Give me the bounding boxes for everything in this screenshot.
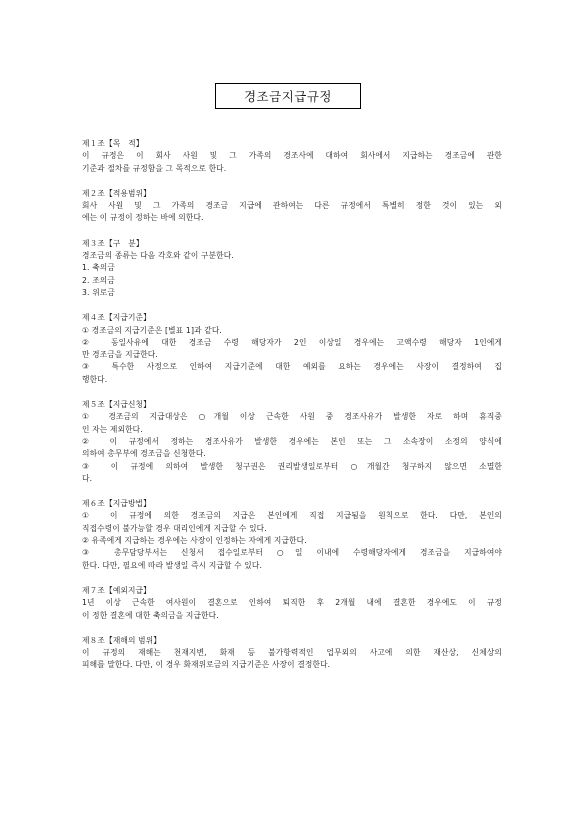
article-text-line: 한다. 다만, 필요에 따라 발생일 즉시 지급할 수 있다. xyxy=(82,560,263,570)
article-2 xyxy=(82,188,502,225)
article-text-line: 1년 이상 근속한 여사원이 결혼으로 인하여 퇴직한 후 2개월 내에 결혼한 경우에도 이 규정 xyxy=(82,598,502,608)
article-text-line: 경조금의 종류는 다음 각호와 같이 구분한다. xyxy=(82,251,234,261)
article-text-line: ① 이 규정에 의한 경조금의 지급은 본인에게 직접 지급됨을 원칙으로 한다. 다만, 본인의 xyxy=(82,511,502,521)
article-text-line: ② 이 규정에서 정하는 경조사유가 발생한 경우에는 본인 또는 그 소속장이 소정의 양식에 xyxy=(82,436,502,446)
article-3 xyxy=(82,238,502,299)
article-heading: 제６조【지급방법】 xyxy=(82,499,151,509)
article-text-line: 1. 축의금 xyxy=(82,263,115,273)
article-text-line: 의하여 총무부에 경조금을 신청한다. xyxy=(82,449,207,459)
article-text-line: 이 정한 결혼에 대한 축의금을 지급한다. xyxy=(82,610,219,620)
article-heading: 제７조【예외지급】 xyxy=(82,585,151,595)
article-text-line: ② 동일사유에 대한 경조금 수령 해당자가 2인 이상일 경우에는 고액수령 해당자 1인에게 xyxy=(82,337,502,347)
article-8 xyxy=(82,635,502,672)
article-text-line: ① 경조금의 지급기준은 [별표 1]과 같다. xyxy=(82,325,223,335)
article-text-line: 다. xyxy=(82,473,93,483)
article-1 xyxy=(82,138,502,175)
article-heading: 제４조【지급기준】 xyxy=(82,313,151,323)
article-text-line: 피해를 말한다. 다만, 이 경우 화재위로금의 지급기준은 사장이 결정한다. xyxy=(82,660,331,670)
article-7 xyxy=(82,585,502,622)
article-6 xyxy=(82,498,502,572)
article-5 xyxy=(82,399,502,485)
article-heading: 제１조【목 적】 xyxy=(82,139,144,148)
article-heading: 제２조【적용범위】 xyxy=(82,188,151,198)
article-text-line: 2. 조의금 xyxy=(82,275,115,285)
article-text-line: ③ 이 규정에 의하여 발생한 청구권은 권리발생일로부터 ○개월간 청구하지 않으면 소멸한 xyxy=(82,461,502,471)
regulation-body xyxy=(82,138,502,685)
article-text-line: 기준과 절차를 규정함을 그 목적으로 한다. xyxy=(82,163,227,173)
article-text-line: 직접수령이 불가능할 경우 대리인에게 지급할 수 있다. xyxy=(82,523,267,533)
article-text-line: 회사 사원 및 그 가족의 경조금 지급에 관하여는 다른 규정에서 특별히 정한 것이 있는 외 xyxy=(82,201,502,211)
article-text-line: 이 규정은 이 회사 사원 및 그 가족의 경조사에 대하여 회사에서 지급하는 경조금에 관한 xyxy=(82,151,502,161)
document-title: 경조금지급규정 xyxy=(215,83,361,109)
article-text-line: ③ 총무담당부서는 신청서 접수일로부터 ○일 이내에 수령해당자에게 경조금을 지급하여야 xyxy=(82,548,502,558)
article-text-line: ② 유족에게 지급하는 경우에는 사장이 인정하는 자에게 지급한다. xyxy=(82,536,307,546)
article-text-line: 에는 이 규정이 정하는 바에 의한다. xyxy=(82,213,204,223)
article-heading: 제５조【지급신청】 xyxy=(82,400,151,410)
article-text-line: 행한다. xyxy=(82,374,108,384)
article-text-line: 이 규정의 재해는 천재지변, 화재 등 불가항력적인 업무외의 사고에 의한 재산상, 신체상의 xyxy=(82,648,502,658)
article-text-line: 인 자는 제외한다. xyxy=(82,424,143,434)
article-heading: 제３조【구 분】 xyxy=(82,238,144,248)
article-text-line: 3. 위로금 xyxy=(82,287,115,297)
article-text-line: 만 경조금을 지급한다. xyxy=(82,350,158,360)
article-heading: 제８조【재해의 범위】 xyxy=(82,635,162,645)
article-text-line: ① 경조금의 지급대상은 ○개월 이상 근속한 사원 중 경조사유가 발생한 자로 하며 휴직중 xyxy=(82,412,502,422)
article-text-line: ③ 특수한 사정으로 인하여 지급기준에 대한 예외를 요하는 경우에는 사장이 결정하여 집 xyxy=(82,362,502,372)
article-4 xyxy=(82,312,502,386)
